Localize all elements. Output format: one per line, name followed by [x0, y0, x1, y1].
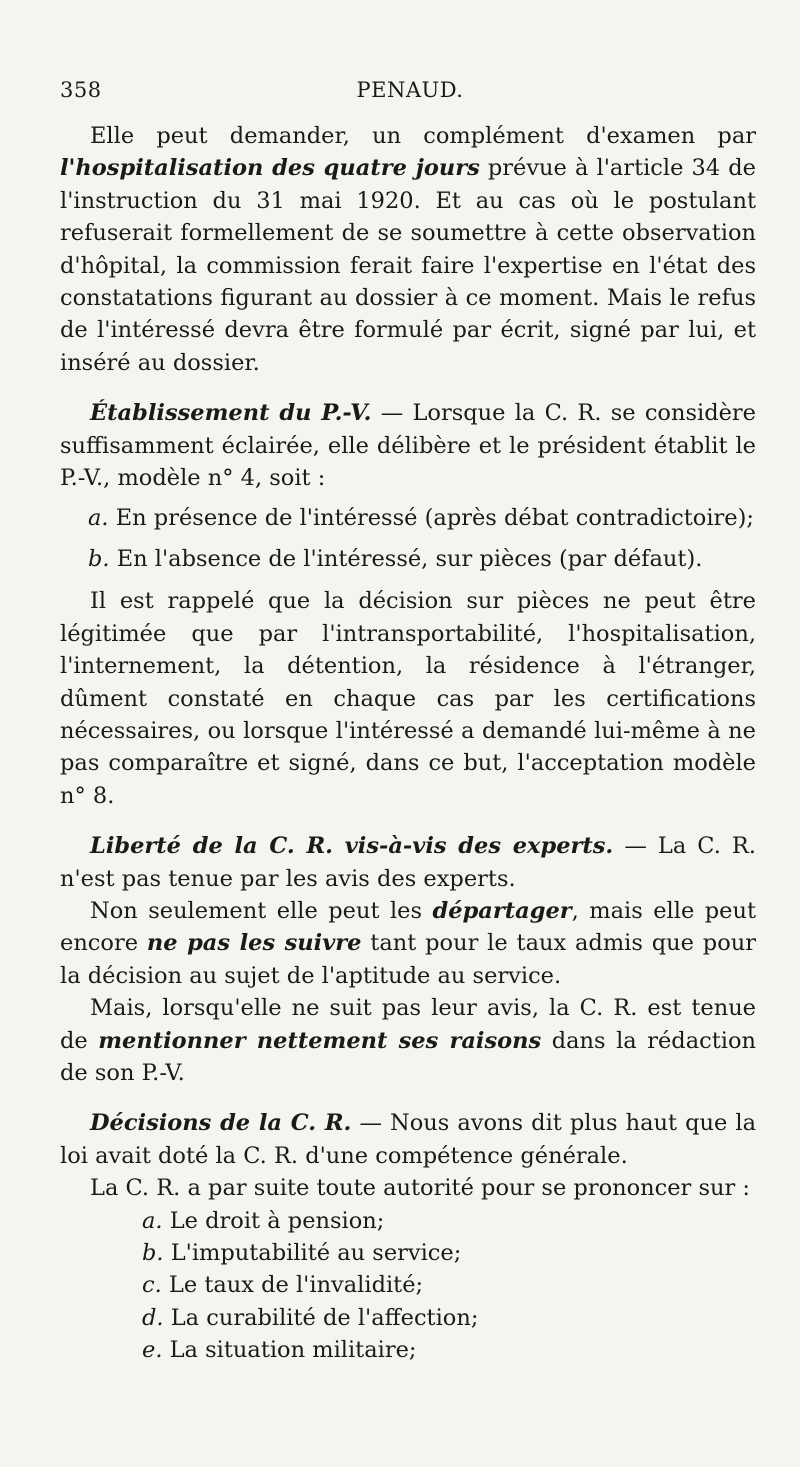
p4-emphasis: mentionner nettement ses raisons — [98, 1027, 542, 1054]
list-text: En l'absence de l'intéressé, sur pièces (par défaut). — [109, 545, 703, 572]
p3-emphasis-d: ne pas les suivre — [146, 930, 362, 957]
section-establishment — [60, 397, 756, 494]
paragraph-3 — [60, 895, 756, 992]
p3-text-e: tant pour le taux admis que pour la décision au sujet de l'aptitude au service. — [60, 930, 756, 989]
list-text: Le taux de l'invalidité; — [161, 1272, 424, 1299]
p1-emphasis: l'hospitalisation des quatre jours — [60, 155, 480, 182]
list-letter: b. — [142, 1240, 164, 1266]
paragraph-5: La C. R. a par suite toute autorité pour se prononcer sur : — [90, 1175, 750, 1202]
p3-emphasis-b: départager — [432, 897, 572, 924]
competence-item-d — [60, 1302, 756, 1334]
list-text: L'imputabilité au service; — [163, 1240, 462, 1266]
list-letter: a. — [142, 1207, 163, 1234]
p4-text-a: Mais, lorsqu'elle ne suit pas leur avis, la C. R. est tenue de — [60, 995, 756, 1054]
p1-text-c: prévue à l'article 34 de l'instruction du 31 mai 1920. Et au cas où le postulant refuserait formellement de se soumettre à cette observation d'hôpital, la commission ferait faire l'expertise en l'état des constatations figurant au dossier à ce moment. Mais le refus de l'intéressé devra être formulé par écrit, signé par lui, et inséré au dossier. — [60, 155, 757, 376]
running-title: PENAUD. — [356, 78, 464, 102]
section-decisions — [60, 1107, 756, 1172]
section-text-decisions: — Nous avons dit plus haut que la loi avait doté la C. R. d'une compétence générale. — [60, 1110, 756, 1169]
section-heading-decisions: Décisions de la C. R. — [90, 1110, 352, 1137]
list-text: La situation militaire; — [162, 1337, 417, 1364]
paragraph-2: Il est rappelé que la décision sur pièces ne peut être légitimée que par l'intransportabilité, l'hospitalisation, l'internement, la détention, la résidence à l'étranger, dûment constaté en chaque cas par les certifications nécessaires, ou lorsque l'intéressé a demandé lui-même à ne pas comparaître et signé, dans ce but, l'acceptation modèle n° 8. — [60, 588, 756, 809]
page-header — [60, 78, 760, 112]
list-text: En présence de l'intéressé (après débat contradictoire); — [108, 505, 754, 532]
section-heading-liberty: Liberté de la C. R. vis-à-vis des experts. — [90, 833, 614, 860]
competence-item-c — [60, 1269, 756, 1301]
competence-list — [60, 1205, 756, 1367]
p3-text-c: , mais elle peut encore — [60, 897, 756, 957]
section-text-liberty: — La C. R. n'est pas tenue par les avis des experts. — [60, 833, 757, 892]
section-liberty — [60, 830, 756, 895]
list-letter: b. — [88, 545, 110, 572]
section-text-establishment: — Lorsque la C. R. se considère suffisamment éclairée, elle délibère et le président établit le P.-V., modèle n° 4, soit : — [60, 400, 756, 492]
competence-item-a — [60, 1205, 756, 1237]
paragraph-1 — [60, 120, 756, 379]
list-letter: c. — [142, 1272, 162, 1299]
p1-text-a: Elle peut demander, un complément d'examen par — [90, 123, 756, 149]
p3-text-a: Non seulement elle peut les — [90, 897, 433, 924]
section-heading-establishment: Établissement du P.-V. — [90, 400, 372, 427]
list-letter: e. — [142, 1337, 163, 1364]
list-text: La curabilité de l'affection; — [163, 1304, 479, 1331]
list-letter: a. — [88, 505, 109, 532]
competence-item-e — [60, 1334, 756, 1366]
p4-text-c: dans la rédaction de son P.-V. — [60, 1027, 757, 1086]
list-text: Le droit à pension; — [162, 1207, 385, 1234]
body-text — [60, 120, 756, 1367]
competence-item-b — [60, 1237, 756, 1269]
paragraph-4 — [60, 992, 756, 1089]
list-letter: d. — [142, 1304, 164, 1331]
list-item-a — [60, 502, 756, 534]
list-item-b — [60, 543, 756, 575]
page-number: 358 — [60, 78, 102, 102]
